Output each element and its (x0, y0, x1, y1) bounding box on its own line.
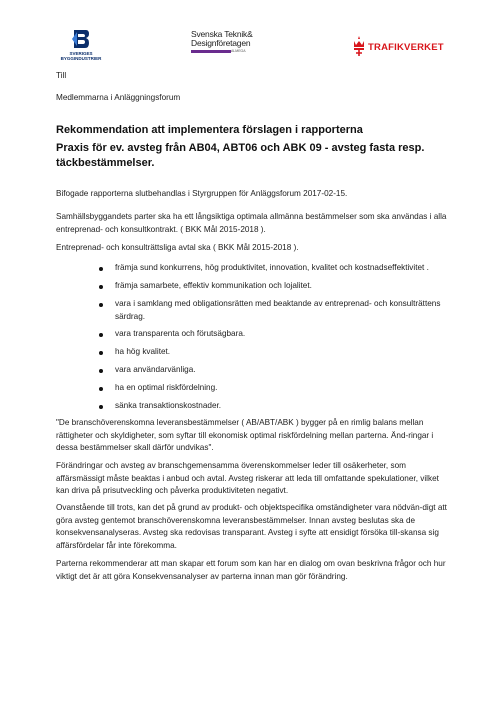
bullet-icon (99, 387, 103, 391)
bullet-icon (99, 303, 103, 307)
quote-paragraph: "De branschöverenskomna leveransbestämmelser ( AB/ABT/ABK ) bygger på en rimlig balans mellan rättigheter och skyldigheter, som syftar till ekonomisk optimal riskfördelning mellan parterna. Änd-ringar i dessa bestämmelser skall därför undvikas". (56, 418, 434, 452)
list-item: sänka transaktionskostnader. (115, 401, 222, 410)
logo-accent-bar (191, 50, 231, 53)
list-item: ha hög kvalitet. (115, 347, 171, 356)
sveriges-byggindustrier-logo (56, 28, 106, 64)
bullet-icon (99, 351, 103, 355)
list-item: främja sund konkurrens, hög produktivitet, innovation, kvalitet och kostnadseffektivitet . (115, 263, 429, 272)
document-page: SVERIGES BYGGINDUSTRIER Svenska Teknik& Designföretagen ALMEGA TRAFIKVERKET Till Medlemmarna i Anläggningsforum Rekommendation att implementera förslagen i rapporterna Praxis för ev. avsteg från AB04, ABT06 och ABK 09 - avsteg fasta resp. täckbestämmelser. Bifogade rapporterna slutbehandlas i Styrgruppen för Anläggsforum 2017-02-15. Samhällsbyggandets parter ska ha ett långsiktiga optimala allmänna bestämmelser som ska användas i alla entreprenad- och konsultkontrakt. ( BKK Mål 2015-2018 ). Entreprenad- och konsulträttsliga avtal ska ( BKK Mål 2015-2018 ). främja sund konkurrens, hög produktivitet, innovation, kvalitet och kostnadseffektivitet . främja samarbete, effektiv kommunikation och lojalitet. vara i samklang med obligationsrätten med beaktande av entreprenad- och konsulträttens särdrag. vara transparenta och förutsägbara. ha hög kvalitet. vara användarvänliga. ha en optimal riskfördelning. sänka transaktionskostnader. "De branschöverenskomna leveransbestämmelser ( AB/ABT/ABK ) bygger på en rimlig balans mellan rättigheter och skyldigheter, som syftar till ekonomisk optimal riskfördelning mellan parterna. Änd-ringar i dessa bestämmelser skall därför undvikas". Förändringar och avsteg av branschgemensamma överenskommelser leder till osäkerheter, som affärsmässigt måste beaktas i anbud och avtal. Avsteg riskerar att leda till omfattande spekulationer, vilket kan driva på prisutveckling och påverka produktiviteten negativt. Ovanstående till trots, kan det på grund av produkt- och objektspecifika omständigheter vara nödvän-digt att göra avsteg gentemot branschöverenskomna leveransbestämmelser. Innan avsteg beslutas ska de konsekvensanalyseras. Avsteg ska redovisas transparant. Avsteg i syfte att ensidigt försöka till-skansa sig affärsfördelar får inte förekomma. Parterna rekommenderar att man skapar ett forum som kan har en dialog om ovan beskrivna frågor och hur viktigt det är att göra Konsekvensanalyser av parterna innan man gör förändring. (0, 0, 500, 710)
trafikverket-crown-icon (352, 36, 366, 56)
document-subheading: Praxis för ev. avsteg från AB04, ABT06 och ABK 09 - avsteg fasta resp. täckbestämmelser. (56, 142, 425, 169)
recipient-line-1: Till (56, 71, 67, 80)
paragraph-5: Förändringar och avsteg av branschgemensamma överenskommelser leder till osäkerheter, som affärsmässigt måste beaktas i anbud och avtal. Avsteg riskerar att leda till omfattande spekulationer, vilket kan driva på prisutveckling och påverka produktiviteten negativt. (56, 461, 439, 495)
paragraph-2: Samhällsbyggandets parter ska ha ett långsiktiga optimala allmänna bestämmelser som ska användas i alla entreprenad- och konsultkontrakt. ( BKK Mål 2015-2018 ). (56, 212, 447, 234)
bullet-icon (99, 333, 103, 337)
list-item: ha en optimal riskfördelning. (115, 383, 218, 392)
sbi-logo-text: SVERIGES BYGGINDUSTRIER (60, 51, 102, 61)
list-item: vara användarvänliga. (115, 365, 196, 374)
recipient-line-2: Medlemmarna i Anläggningsforum (56, 93, 181, 102)
paragraph-1: Bifogade rapporterna slutbehandlas i Styrgruppen för Anläggsforum 2017-02-15. (56, 189, 348, 198)
svenska-teknik-designforetagen-logo: Svenska Teknik& Designföretagen ALMEGA (191, 29, 253, 53)
paragraph-3: Entreprenad- och konsulträttsliga avtal ska ( BKK Mål 2015-2018 ). (56, 243, 299, 252)
bullet-icon (99, 285, 103, 289)
list-item: vara transparenta och förutsägbara. (115, 329, 246, 338)
sbi-logo-mark-icon (72, 28, 90, 50)
document-heading: Rekommendation att implementera förslagen i rapporterna (56, 124, 363, 136)
paragraph-7: Parterna rekommenderar att man skapar ett forum som kan har en dialog om ovan beskrivna frågor och hur viktigt det är att göra Konsekvensanalyser av parterna innan man gör förändring. (56, 559, 446, 581)
list-item: främja samarbete, effektiv kommunikation och lojalitet. (115, 281, 312, 290)
paragraph-6: Ovanstående till trots, kan det på grund av produkt- och objektspecifika omständigheter vara nödvän-digt att göra avsteg gentemot branschöverenskomna leveransbestämmelser. Innan avsteg beslutas ska de konsekvensanalyseras. Avsteg ska redovisas transparant. Avsteg i syfte att ensidigt försöka till-skansa sig affärsfördelar får inte förekomma. (56, 503, 447, 550)
list-item: vara i samklang med obligationsrätten med beaktande av entreprenad- och konsulträttens särdrag. (115, 299, 441, 321)
bullet-icon (99, 405, 103, 409)
bullet-icon (99, 369, 103, 373)
bullet-icon (99, 267, 103, 271)
